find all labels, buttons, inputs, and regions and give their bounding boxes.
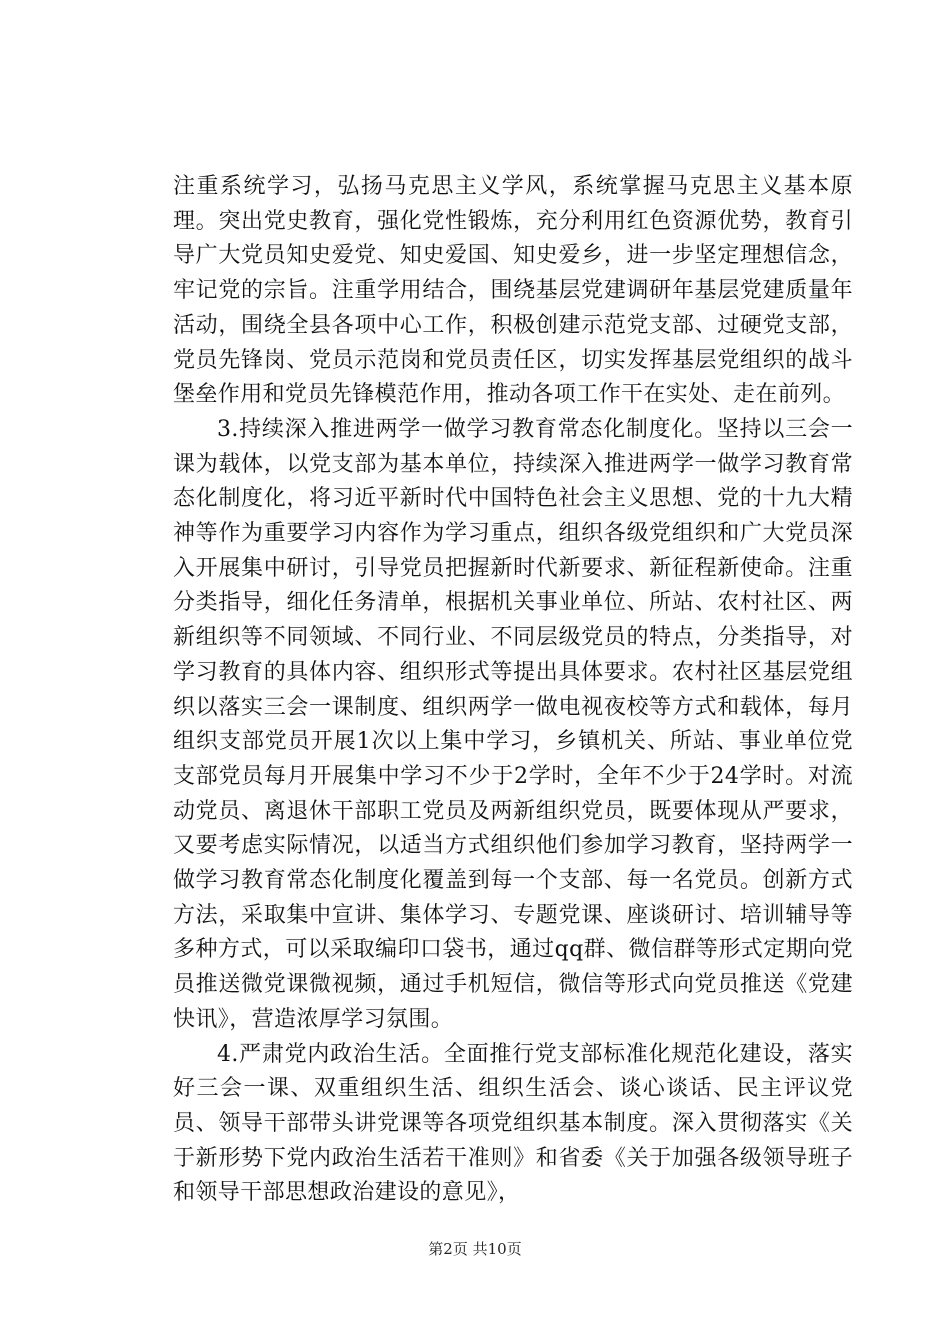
paragraph-item-3: 3.持续深入推进两学一做学习教育常态化制度化。坚持以三会一课为载体，以党支部为基本单位，持续深入推进两学一做学习教育常态化制度化，将习近平新时代中国特色社会主义思想、党的十九大精神等作为重要学习内容作为学习重点，组织各级党组织和广大党员深入开展集中研讨，引导党员把握新时代新要求、新征程新使命。注重分类指导，细化任务清单，根据机关事业单位、所站、农村社区、两新组织等不同领域、不同行业、不同层级党员的特点，分类指导，对学习教育的具体内容、组织形式等提出具体要求。农村社区基层党组织以落实三会一课制度、组织两学一做电视夜校等方式和载体，每月组织支部党员开展1次以上集中学习，乡镇机关、所站、事业单位党支部党员每月开展集中学习不少于2学时，全年不少于24学时。对流动党员、离退休干部职工党员及两新组织党员，既要体现从严要求，又要考虑实际情况，以适当方式组织他们参加学习教育，坚持两学一做学习教育常态化制度化覆盖到每一个支部、每一名党员。创新方式方法，采取集中宣讲、集体学习、专题党课、座谈研讨、培训辅导等多种方式，可以采取编印口袋书，通过qq群、微信群等形式定期向党员推送微党课微视频，通过手机短信，微信等形式向党员推送《党建快讯》，营造浓厚学习氛围。 xyxy=(173,416,853,1032)
page-number-footer: 第2页 共10页 xyxy=(428,1240,522,1258)
paragraph-study: 注重系统学习，弘扬马克思主义学风，系统掌握马克思主义基本原理。突出党史教育，强化党性锻炼，充分利用红色资源优势，教育引导广大党员知史爱党、知史爱国、知史爱乡，进一步坚定理想信念，牢记党的宗旨。注重学用结合，围绕基层党建调研年基层党建质量年活动，围绕全县各项中心工作，积极创建示范党支部、过硬党支部，党员先锋岗、党员示范岗和党员责任区，切实发挥基层党组织的战斗堡垒作用和党员先锋模范作用，推动各项工作干在实处、走在前列。 xyxy=(173,174,853,408)
document-body xyxy=(173,170,853,1211)
paragraph-item-4: 4.严肃党内政治生活。全面推行党支部标准化规范化建设，落实好三会一课、双重组织生活、组织生活会、谈心谈话、民主评议党员、领导干部带头讲党课等各项党组织基本制度。深入贯彻落实《关于新形势下党内政治生活若干准则》和省委《关于加强各级领导班子和领导干部思想政治建设的意见》， xyxy=(173,1041,853,1206)
